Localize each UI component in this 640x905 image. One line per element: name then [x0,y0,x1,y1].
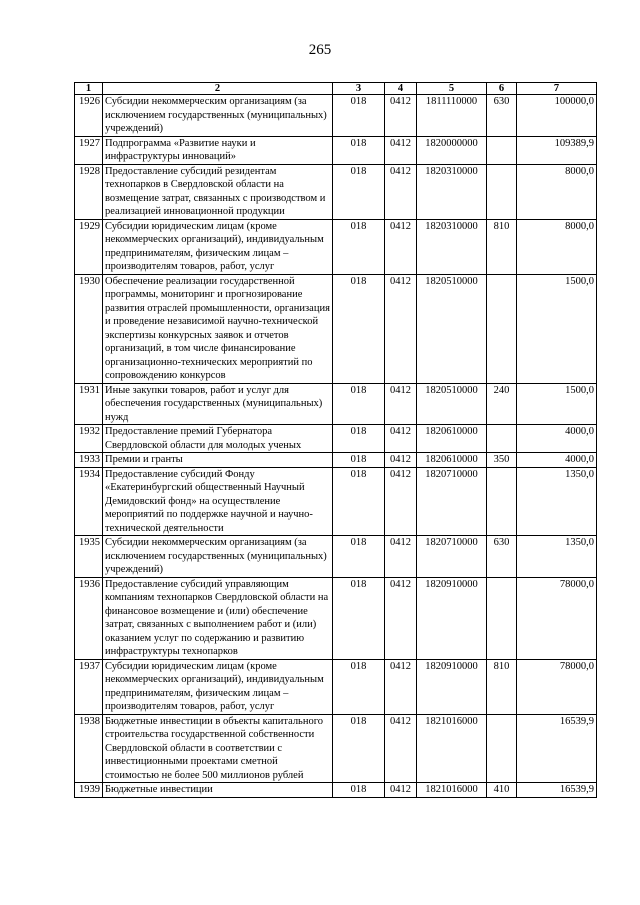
row-col-5: 1821016000 [417,714,487,783]
row-name: Субсидии некоммерческим организациям (за исключением государственных (муниципальных) учреждений) [103,95,333,137]
row-number: 1939 [75,783,103,798]
row-col-4: 0412 [385,274,417,383]
row-col-3: 018 [333,536,385,578]
row-col-4: 0412 [385,536,417,578]
row-amount: 4000,0 [517,425,597,453]
row-amount: 8000,0 [517,164,597,219]
row-amount: 78000,0 [517,577,597,659]
row-col-5: 1820510000 [417,383,487,425]
row-col-4: 0412 [385,383,417,425]
row-col-3: 018 [333,274,385,383]
row-col-3: 018 [333,577,385,659]
row-number: 1932 [75,425,103,453]
row-col-3: 018 [333,783,385,798]
table-row [75,714,597,783]
row-name: Премии и гранты [103,453,333,468]
row-col-5: 1820510000 [417,274,487,383]
row-amount: 4000,0 [517,453,597,468]
row-number: 1935 [75,536,103,578]
table-row [75,383,597,425]
row-col-6: 630 [487,95,517,137]
row-col-3: 018 [333,467,385,536]
row-col-3: 018 [333,219,385,274]
row-name: Бюджетные инвестиции в объекты капитального строительства государственной собственности Свердловской области в соответствии с инвестиционными проектами сметной стоимостью не более 500 миллионов рублей [103,714,333,783]
header-row [75,83,597,95]
row-col-5: 1820310000 [417,219,487,274]
row-col-5: 1820910000 [417,577,487,659]
row-col-6 [487,164,517,219]
row-amount: 1350,0 [517,536,597,578]
row-col-6: 810 [487,219,517,274]
row-col-5: 1821016000 [417,783,487,798]
table-row [75,95,597,137]
row-col-3: 018 [333,659,385,714]
row-amount: 16539,9 [517,714,597,783]
header-col-4: 4 [385,83,417,95]
row-amount: 1500,0 [517,274,597,383]
header-col-6: 6 [487,83,517,95]
row-col-4: 0412 [385,164,417,219]
table-row [75,467,597,536]
table-row [75,219,597,274]
table-row [75,783,597,798]
row-col-6 [487,425,517,453]
table-row [75,274,597,383]
row-number: 1931 [75,383,103,425]
row-col-5: 1820310000 [417,164,487,219]
row-amount: 109389,9 [517,136,597,164]
row-number: 1927 [75,136,103,164]
row-col-5: 1820710000 [417,467,487,536]
row-col-4: 0412 [385,577,417,659]
row-col-4: 0412 [385,95,417,137]
row-col-5: 1820610000 [417,425,487,453]
row-col-5: 1820910000 [417,659,487,714]
row-amount: 1350,0 [517,467,597,536]
row-col-4: 0412 [385,219,417,274]
row-col-3: 018 [333,383,385,425]
table-row [75,425,597,453]
header-col-2: 2 [103,83,333,95]
table-row [75,536,597,578]
row-col-6: 240 [487,383,517,425]
row-col-4: 0412 [385,425,417,453]
row-col-3: 018 [333,136,385,164]
header-col-7: 7 [517,83,597,95]
row-col-6 [487,274,517,383]
row-number: 1929 [75,219,103,274]
row-amount: 16539,9 [517,783,597,798]
row-name: Бюджетные инвестиции [103,783,333,798]
row-col-5: 1820610000 [417,453,487,468]
row-name: Субсидии юридическим лицам (кроме некоммерческих организаций), индивидуальным предпринимателям, физическим лицам – производителям товаров, работ, услуг [103,659,333,714]
row-col-4: 0412 [385,453,417,468]
row-amount: 100000,0 [517,95,597,137]
row-col-4: 0412 [385,136,417,164]
table-row [75,453,597,468]
row-col-3: 018 [333,425,385,453]
row-name: Субсидии юридическим лицам (кроме некоммерческих организаций), индивидуальным предпринимателям, физическим лицам – производителям товаров, работ, услуг [103,219,333,274]
row-col-6 [487,577,517,659]
row-number: 1937 [75,659,103,714]
row-number: 1934 [75,467,103,536]
table-row [75,659,597,714]
row-col-5: 1820710000 [417,536,487,578]
table-row [75,164,597,219]
row-name: Подпрограмма «Развитие науки и инфраструктуры инноваций» [103,136,333,164]
row-col-3: 018 [333,453,385,468]
row-name: Предоставление субсидий Фонду «Екатеринбургский общественный Научный Демидовский фонд» на осуществление мероприятий по поддержке научной и научно-технической деятельности [103,467,333,536]
row-number: 1933 [75,453,103,468]
row-col-6: 410 [487,783,517,798]
table-row [75,136,597,164]
header-col-5: 5 [417,83,487,95]
row-amount: 78000,0 [517,659,597,714]
row-col-6: 350 [487,453,517,468]
page-number: 265 [308,42,332,58]
row-name: Предоставление субсидий резидентам технопарков в Свердловской области на возмещение затрат, связанных с производством и реализацией инновационной продукции [103,164,333,219]
row-number: 1938 [75,714,103,783]
row-col-3: 018 [333,164,385,219]
row-col-5: 1811110000 [417,95,487,137]
row-col-6 [487,467,517,536]
row-col-4: 0412 [385,467,417,536]
row-name: Предоставление премий Губернатора Свердловской области для молодых ученых [103,425,333,453]
row-col-3: 018 [333,95,385,137]
row-amount: 8000,0 [517,219,597,274]
row-col-6: 810 [487,659,517,714]
header-col-3: 3 [333,83,385,95]
table-row [75,577,597,659]
row-amount: 1500,0 [517,383,597,425]
row-col-6 [487,136,517,164]
row-col-3: 018 [333,714,385,783]
budget-table [74,82,597,798]
row-number: 1926 [75,95,103,137]
row-col-6: 630 [487,536,517,578]
row-number: 1936 [75,577,103,659]
row-name: Субсидии некоммерческим организациям (за исключением государственных (муниципальных) учреждений) [103,536,333,578]
row-name: Обеспечение реализации государственной программы, мониторинг и прогнозирование развития отраслей промышленности, организация и проведение независимой научно-технической экспертизы конкурсных заявок и отчетов организаций, в том числе финансирование организационно-технических мероприятий по сопровождению конкурсов [103,274,333,383]
row-col-4: 0412 [385,714,417,783]
header-col-1: 1 [75,83,103,95]
row-col-5: 1820000000 [417,136,487,164]
row-number: 1930 [75,274,103,383]
row-col-6 [487,714,517,783]
row-number: 1928 [75,164,103,219]
row-col-4: 0412 [385,783,417,798]
row-name: Предоставление субсидий управляющим компаниям технопарков Свердловской области на финансовое возмещение и (или) обеспечение затрат, связанных с выполнением работ и (или) оказанием услуг по содержанию и развитию инфраструктуры технопарков [103,577,333,659]
row-col-4: 0412 [385,659,417,714]
row-name: Иные закупки товаров, работ и услуг для обеспечения государственных (муниципальных) нужд [103,383,333,425]
